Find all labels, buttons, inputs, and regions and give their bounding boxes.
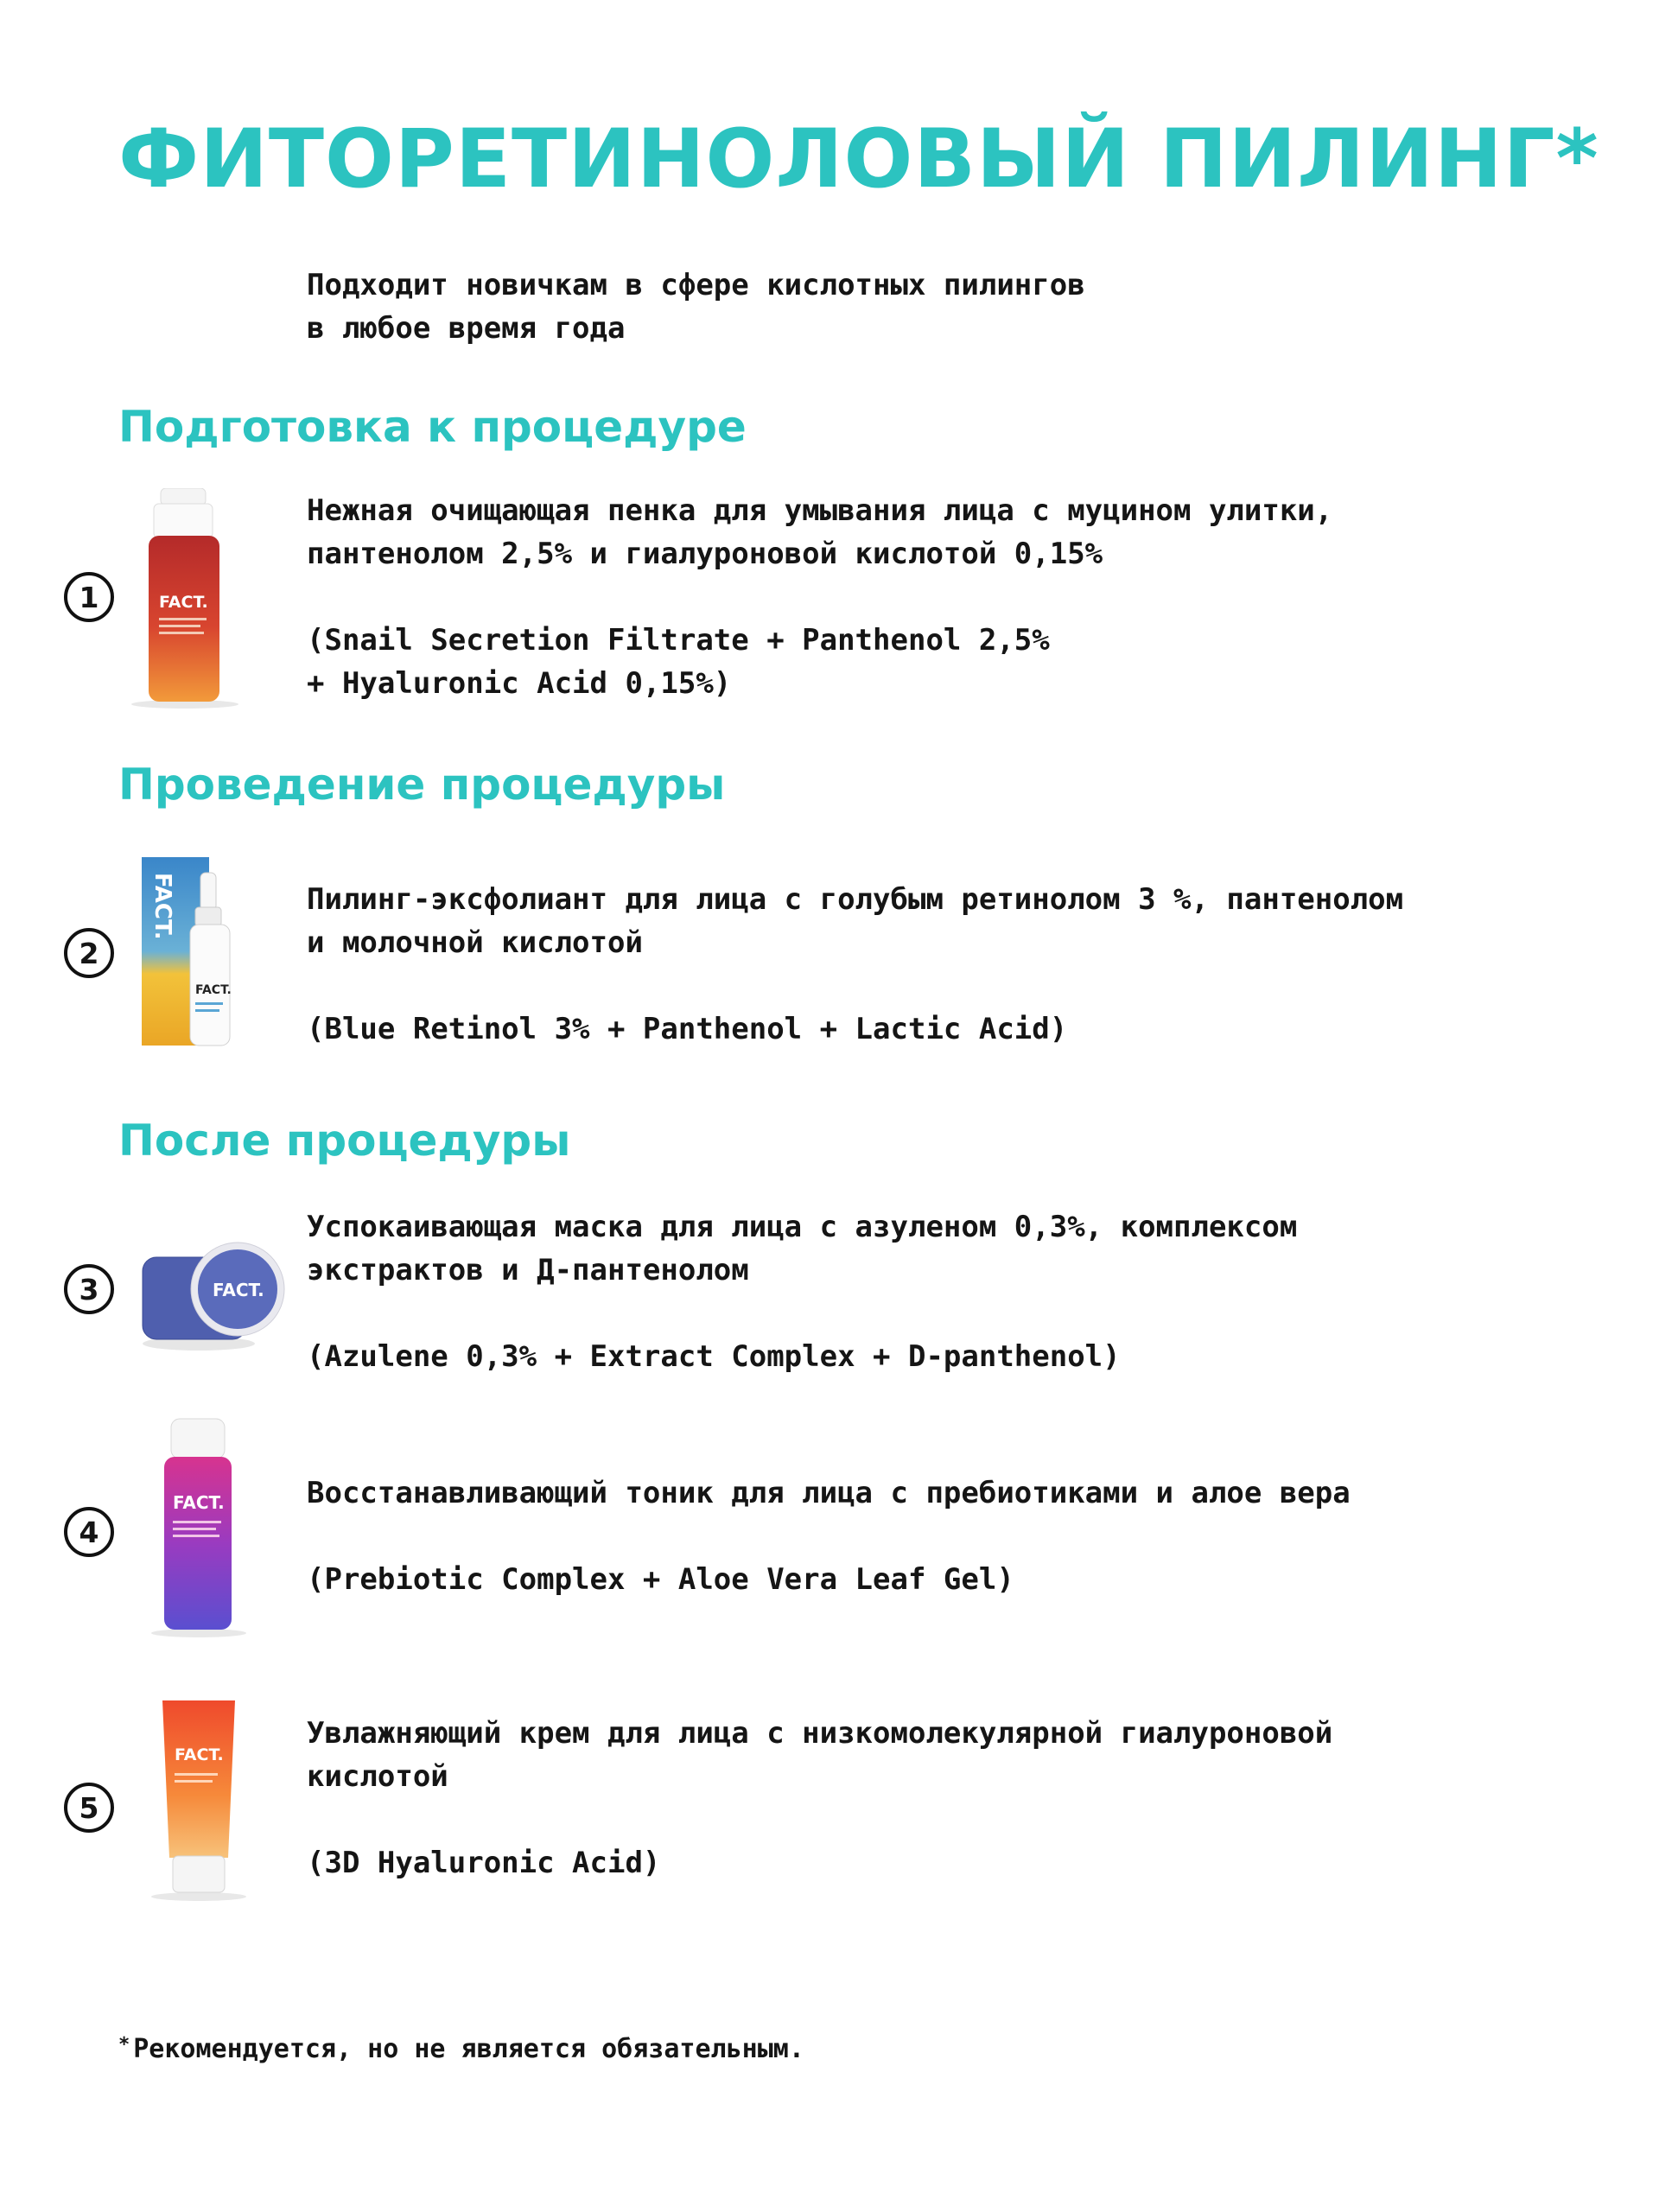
step-number-badge: 4 [64,1507,114,1557]
description-line: кислотой [307,1759,448,1794]
page-subtitle [307,264,1085,350]
section-title-aftercare: После процедуры [118,1116,571,1166]
description-line: пантенолом 2,5% и гиалуроновой кислотой 0,15% [307,537,1103,571]
product-brand-label: FACT. [173,1492,225,1513]
step-number-badge: 2 [64,928,114,978]
footnote-text: Рекомендуется, но не является обязательным. [133,2034,804,2064]
ingredient-line: (3D Hyaluronic Acid) [307,1846,661,1880]
step-description [307,489,1332,705]
step-description [307,1205,1297,1378]
description-line: Успокаивающая маска для лица с азуленом 0,3%, комплексом [307,1210,1298,1244]
product-brand-label: FACT. [195,983,232,997]
foam-cleanser-bottle-image [118,488,251,709]
peeling-box-and-dropper-image [138,855,276,1063]
subtitle-line: в любое время года [307,311,626,346]
subtitle-line: Подходит новичкам в сфере кислотных пилингов [307,268,1085,302]
ingredient-line: (Azulene 0,3% + Extract Complex + D-panthenol) [307,1339,1121,1374]
ingredient-line: (Prebiotic Complex + Aloe Vera Leaf Gel) [307,1562,1014,1597]
product-brand-label: FACT. [149,873,175,940]
mask-jar-image [138,1236,289,1352]
description-line: Увлажняющий крем для лица с низкомолекулярной гиалуроновой [307,1716,1333,1751]
step-description [307,1471,1351,1601]
step-description [307,878,1403,1051]
step-number-badge: 1 [64,572,114,622]
ingredient-line: + Hyaluronic Acid 0,15%) [307,666,732,701]
description-line: Пилинг-эксфолиант для лица с голубым ретинолом 3 %, пантенолом [307,882,1404,917]
tonic-bottle-image [138,1417,259,1637]
cream-tube-image [138,1694,259,1901]
product-brand-label: FACT. [159,593,208,612]
description-line: Нежная очищающая пенка для умывания лица с муцином улитки, [307,493,1333,528]
step-description [307,1712,1332,1885]
step-number-badge: 5 [64,1783,114,1833]
product-brand-label: FACT. [175,1745,224,1764]
ingredient-line: (Snail Secretion Filtrate + Panthenol 2,5% [307,623,1050,658]
description-line: и молочной кислотой [307,925,643,960]
description-line: Восстанавливающий тоник для лица с пребиотиками и алое вера [307,1476,1351,1510]
footnote-star: * [118,2034,130,2056]
ingredient-line: (Blue Retinol 3% + Panthenol + Lactic Acid) [307,1012,1068,1046]
description-line: экстрактов и Д-пантенолом [307,1253,749,1287]
section-title-procedure: Проведение процедуры [118,760,726,810]
step-number-badge: 3 [64,1264,114,1314]
product-brand-label: FACT. [213,1280,264,1300]
section-title-preparation: Подготовка к процедуре [118,402,747,452]
footnote [118,2034,804,2064]
page-title: ФИТОРЕТИНОЛОВЫЙ ПИЛИНГ* [118,112,1599,207]
